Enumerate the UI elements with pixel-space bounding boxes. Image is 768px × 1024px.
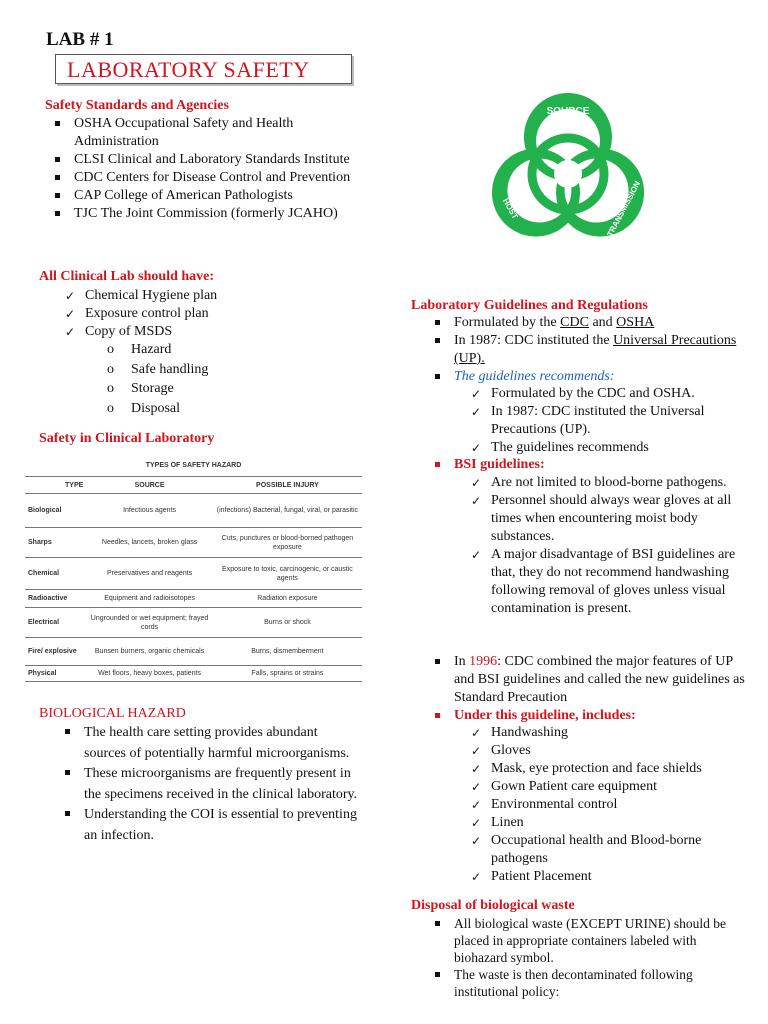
- table-cell: Biological: [25, 494, 86, 528]
- table-cell: Preservatives and reagents: [86, 558, 213, 590]
- list-item: The guidelines recommends:: [426, 368, 742, 386]
- table-cell: Physical: [25, 666, 86, 682]
- table-cell: Cuts, punctures or blood-borned pathogen exposure: [213, 528, 362, 558]
- list-item: ✓ Copy of MSDS: [60, 323, 340, 341]
- table-cell: Fire/ explosive: [25, 638, 86, 666]
- table-cell: Radiation exposure: [213, 590, 362, 608]
- table-cell: (infections) Bacterial, fungal, viral, or parasitic: [213, 494, 362, 528]
- table-row: [25, 494, 362, 528]
- table-cell: Electrical: [25, 608, 86, 638]
- list-item: ✓ Patient Placement: [466, 868, 751, 886]
- list-item: CDC Centers for Disease Control and Prevention: [46, 169, 356, 187]
- bsi-list: [466, 474, 751, 618]
- disposal-list: [426, 915, 726, 1000]
- list-item: OSHA Occupational Safety and Health Administration: [46, 115, 356, 151]
- bio-heading: BIOLOGICAL HAZARD: [39, 706, 186, 721]
- table-cell: Infectious agents: [86, 494, 213, 528]
- table-row: [25, 558, 362, 590]
- list-item: CLSI Clinical and Laboratory Standards Institute: [46, 151, 356, 169]
- safety-heading: Safety in Clinical Laboratory: [39, 431, 215, 446]
- table-cell: Bunsen burners, organic chemicals: [86, 638, 213, 666]
- table-cell: Needles, lancets, broken glass: [86, 528, 213, 558]
- table-cell: Wet floors, heavy boxes, patients: [86, 666, 213, 682]
- list-item: Understanding the COI is essential to preventing an infection.: [56, 805, 361, 846]
- table-cell: Burns or shock: [213, 608, 362, 638]
- list-item: TJC The Joint Commission (formerly JCAHO): [46, 205, 356, 223]
- table-cell: Ungrounded or wet equipment; frayed cords: [86, 608, 213, 638]
- table-cell: Sharps: [25, 528, 86, 558]
- list-item: ✓ Mask, eye protection and face shields: [466, 760, 751, 778]
- bsi-heading: BSI guidelines:: [426, 456, 742, 474]
- list-item: CAP College of American Pathologists: [46, 187, 356, 205]
- list-item: ✓ The guidelines recommends: [466, 439, 751, 457]
- guidelines-heading: Laboratory Guidelines and Regulations: [411, 298, 648, 313]
- clinical-heading: All Clinical Lab should have:: [39, 269, 215, 284]
- list-item: o Safe handling: [107, 360, 307, 380]
- list-item: ✓ Are not limited to blood-borne pathogens.: [466, 474, 751, 492]
- list-item: All biological waste (EXCEPT URINE) should be placed in appropriate containers labeled with biohazard symbol.: [426, 915, 726, 966]
- table-row: [25, 638, 362, 666]
- under-heading: Under this guideline, includes:: [426, 707, 742, 725]
- bio-list: [56, 723, 361, 846]
- list-item: ✓ Handwashing: [466, 724, 751, 742]
- table-row: [25, 590, 362, 608]
- lab-number: LAB # 1: [46, 29, 114, 50]
- source-label: SOURCE: [546, 106, 590, 117]
- standard-precaution-list: [426, 653, 746, 707]
- clinical-list: [60, 287, 340, 341]
- host-label: HOST: [500, 196, 520, 221]
- recommends-list: [466, 385, 751, 457]
- list-item: o Disposal: [107, 399, 307, 419]
- guidelines-list: [426, 314, 742, 386]
- column-header: TYPE: [25, 477, 86, 494]
- list-item: In 1996: CDC combined the major features of UP and BSI guidelines and called the new guidelines as Standard Precaution: [426, 653, 746, 707]
- table-cell: Exposure to toxic, carcinogenic, or caustic agents: [213, 558, 362, 590]
- list-item: o Hazard: [107, 340, 307, 360]
- hazard-table: [25, 455, 362, 682]
- msds-list: [107, 340, 307, 418]
- list-item: ✓ Chemical Hygiene plan: [60, 287, 340, 305]
- table-cell: Falls, sprains or strains: [213, 666, 362, 682]
- list-item: ✓ Exposure control plan: [60, 305, 340, 323]
- table-cell: Radioactive: [25, 590, 86, 608]
- transmission-label: TRANSMISSION: [605, 179, 643, 239]
- disposal-heading: Disposal of biological waste: [411, 898, 575, 913]
- standards-heading: Safety Standards and Agencies: [45, 98, 229, 113]
- table-cell: Burns, dismemberment: [213, 638, 362, 666]
- list-item: ✓ Gloves: [466, 742, 751, 760]
- list-item: These microorganisms are frequently present in the specimens received in the clinical laboratory.: [56, 764, 361, 805]
- list-item: ✓ Gown Patient care equipment: [466, 778, 751, 796]
- list-item: ✓ A major disadvantage of BSI guidelines are that, they do not recommend handwashing following removal of gloves unless visual contamination is present.: [466, 546, 751, 618]
- column-header: SOURCE: [86, 477, 213, 494]
- list-item: The waste is then decontaminated following institutional policy:: [426, 966, 726, 1000]
- list-item: In 1987: CDC instituted the Universal Precautions (UP).: [426, 332, 742, 368]
- list-item: ✓ Linen: [466, 814, 751, 832]
- list-item: Formulated by the CDC and OSHA: [426, 314, 742, 332]
- table-caption: TYPES OF SAFETY HAZARD: [25, 455, 362, 477]
- list-item: ✓ Personnel should always wear gloves at all times when encountering moist body substances.: [466, 492, 751, 546]
- table-row: [25, 666, 362, 682]
- list-item: ✓ Occupational health and Blood-borne pathogens: [466, 832, 751, 868]
- list-item: ✓ Formulated by the CDC and OSHA.: [466, 385, 751, 403]
- table-cell: Equipment and radioisotopes: [86, 590, 213, 608]
- standards-list: [46, 115, 356, 223]
- table-row: [25, 608, 362, 638]
- list-item: ✓ Environmental control: [466, 796, 751, 814]
- list-item: ✓ In 1987: CDC instituted the Universal Precautions (UP).: [466, 403, 751, 439]
- list-item: The health care setting provides abundant sources of potentially harmful microorganisms.: [56, 723, 361, 764]
- bsi-heading-list: [426, 456, 742, 474]
- list-item: o Storage: [107, 379, 307, 399]
- page-title: LABORATORY SAFETY: [55, 54, 352, 84]
- biohazard-symbol: [478, 78, 658, 258]
- column-header: POSSIBLE INJURY: [213, 477, 362, 494]
- under-list: [466, 724, 751, 886]
- table-cell: Chemical: [25, 558, 86, 590]
- table-row: [25, 528, 362, 558]
- under-heading-list: [426, 707, 742, 725]
